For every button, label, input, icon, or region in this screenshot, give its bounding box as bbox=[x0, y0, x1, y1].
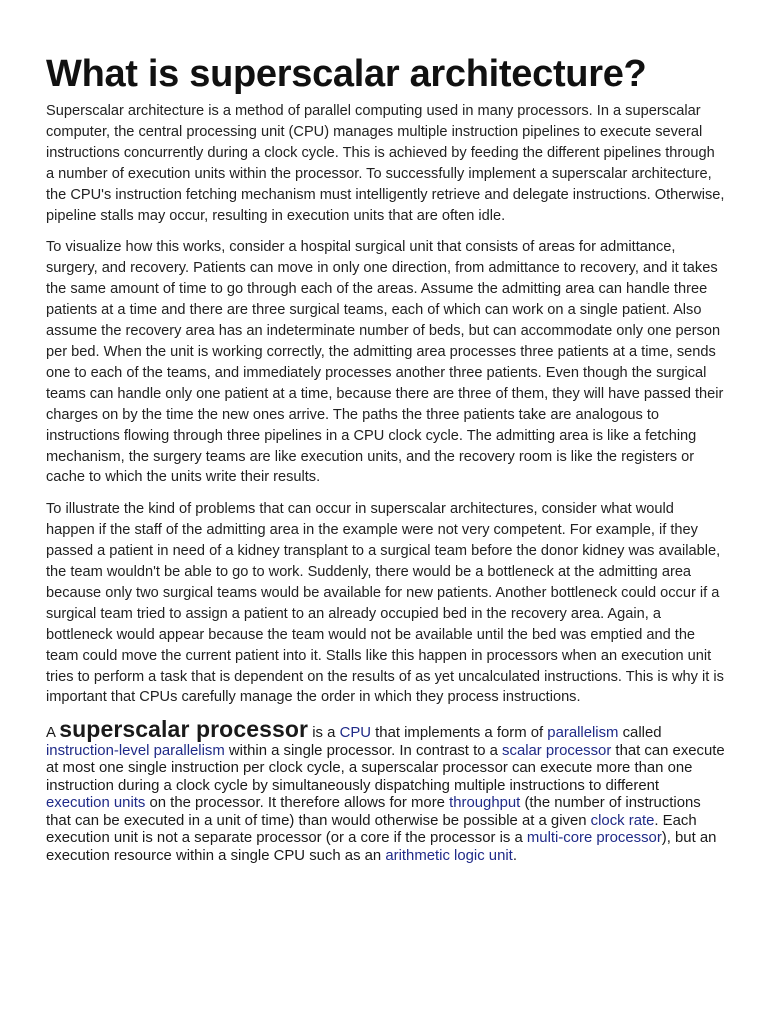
paragraph-definition: Superscalar architecture is a method of parallel computing used in many processors. In a superscalar computer, the central processing unit (CPU) manages multiple instruction pipelines to execute several instructions concurrently during a clock cycle. This is achieved by feeding the different pipelines through a number of execution units within the processor. To successfully implement a superscalar architecture, the CPU's instruction fetching mechanism must intelligently retrieve and delegate instructions. Otherwise, pipeline stalls may occur, resulting in execution units that are often idle. bbox=[46, 103, 725, 224]
excerpt-text: . Each execution unit is not a separate processor (or a core if the processor is a bbox=[46, 812, 697, 847]
link-throughput[interactable]: throughput bbox=[449, 795, 521, 812]
excerpt-text: that implements a form of bbox=[371, 725, 548, 742]
excerpt-text: A bbox=[46, 725, 60, 742]
excerpt-text: within a single processor. In contrast to a bbox=[224, 742, 503, 759]
link-parallelism[interactable]: parallelism bbox=[547, 725, 619, 742]
page-title: What is superscalar architecture? bbox=[46, 53, 647, 95]
excerpt-text: is a bbox=[308, 725, 340, 742]
link-execution-units[interactable]: execution units bbox=[46, 795, 146, 812]
document-page bbox=[46, 50, 726, 865]
excerpt-text: on the processor. It therefore allows for more bbox=[145, 795, 450, 812]
paragraph-hospital-analogy: To visualize how this works, consider a hospital surgical unit that consists of areas for admittance, surgery, and recovery. Patients can move in only one direction, from admittance to recovery, and it takes the same amount of time to go through each of the areas. Assume the admitting area can handle three patients at a time and there are three surgical teams, each of which can work on a single patient. Also assume the recovery area has an indeterminate number of beds, but can accommodate only one person per bed. When the unit is working correctly, the admitting area processes three patients at a time, sends one to each of the teams, and immediately processes another three patients. Even though the surgical teams can handle only one patient at a time, because there are three of them, they will have passed their charges on by the time the new ones arrive. The paths the three patients take are analogous to instructions flowing through three pipelines in a CPU clock cycle. The admitting area is like a fetching mechanism, the surgery teams are like execution units, and the recovery room is like the registers or cache to which the units write their results. bbox=[46, 239, 724, 486]
link-cpu[interactable]: CPU bbox=[339, 725, 372, 742]
link-scalar-processor[interactable]: scalar processor bbox=[502, 742, 612, 759]
link-multi-core-processor[interactable]: multi-core processor bbox=[526, 830, 662, 847]
link-clock-rate[interactable]: clock rate bbox=[590, 812, 655, 829]
link-instruction-level-parallelism[interactable]: instruction-level parallelism bbox=[46, 742, 225, 759]
excerpt-text: that can execute at most one single instruction per clock cycle, a superscalar processor can execute more than one instruction during a clock cycle by simultaneously dispatching multiple instructions to different bbox=[46, 742, 725, 794]
link-arithmetic-logic-unit[interactable]: arithmetic logic unit bbox=[385, 847, 513, 864]
excerpt-text: (the number of instructions that can be executed in a unit of time) than would otherwise be possible at a given bbox=[46, 795, 701, 829]
paragraph-bottleneck-example: To illustrate the kind of problems that can occur in superscalar architectures, consider what would happen if the staff of the admitting area in the example were not very competent. For example, if they passed a patient in need of a kidney transplant to a surgical team before the donor kidney was available, the team wouldn't be able to go to work. Suddenly, there would be a bottleneck at the admitting area because only two surgical teams would be available for new patients. Another bottleneck could occur if a surgical team tried to assign a patient to an already occupied bed in the recovery area. Again, a bottleneck would appear because the team would not be available until the bed was emptied and the team could move the current patient into it. Stalls like this happen in processors when an execution unit tries to perform a task that is dependent on the results of as yet uncalculated instructions. This is why it is important that CPUs carefully manage the order in which they process instructions. bbox=[46, 501, 724, 706]
superscalar-processor-term: superscalar processor bbox=[59, 716, 309, 743]
excerpt-text: called bbox=[618, 725, 662, 742]
excerpt-text: . bbox=[512, 847, 517, 864]
excerpt-text: ), but an execution resource within a single CPU such as an bbox=[46, 830, 717, 864]
wiki-excerpt bbox=[46, 716, 726, 865]
